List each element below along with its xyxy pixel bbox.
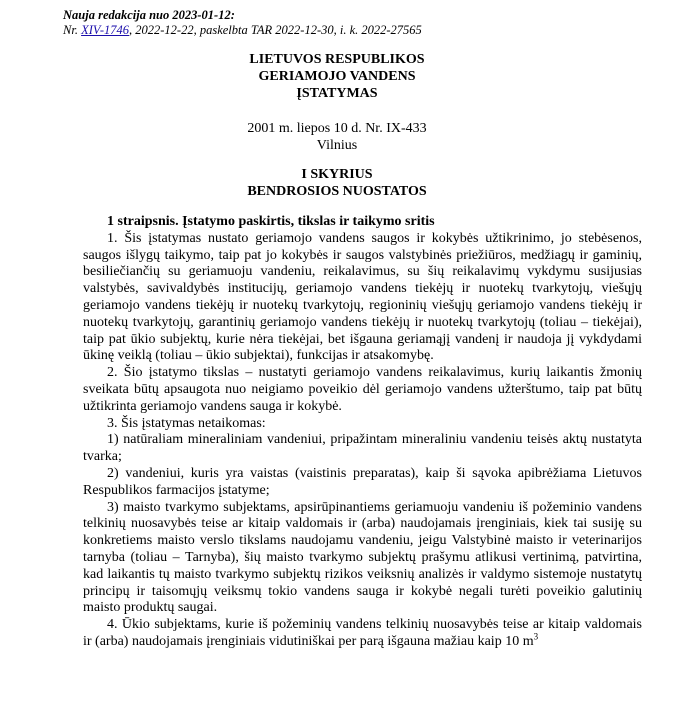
chapter-number: I SKYRIUS: [301, 167, 373, 182]
law-link[interactable]: XIV-1746: [81, 23, 129, 37]
law-title: [0, 51, 674, 102]
chapter-name: BENDROSIOS NUOSTATOS: [247, 184, 427, 199]
paragraph: 1. Šis įstatymas nustato geriamojo vandens saugos ir kokybės užtikrinimo, jo stebėsenos, saugos išlygų taikymo, taip pat jo kokybės ir saugos valstybinės priežiūros, medžiagų ir gaminių, besiliečiančių su geriamuoju vandeniu, reikalavimus, su šių reikalavimų vykdymu susijusias valstybės, savivaldybės institucijų, geriamojo vandens tiekėjų ir nuotekų tvarkytojų, viešųjų geriamojo vandens tiekėjų ir nuotekų tvarkytojų, regioninių viešųjų geriamojo vandens tiekėjų ir nuotekų tvarkytojų, garantinių geriamojo vandens tiekėjų ir nuotekų tvarkytojų (toliau – tiekėjai), taip pat ūkio subjektų, kurie nėra tiekėjai, bet išgauna geriamąjį vandenį ir naudoja jį vykdydami ūkinę veiklą (toliau – ūkio subjektai), funkcijas ir atsakomybę.: [83, 230, 642, 364]
chapter-heading: [0, 166, 674, 200]
nr-rest: , 2022-12-22, paskelbta TAR 2022-12-30, i. k. 2022-27565: [129, 23, 422, 37]
date-number: 2001 m. liepos 10 d. Nr. IX-433: [247, 121, 427, 136]
redaction-note: [63, 8, 422, 38]
paragraph: 2. Šio įstatymo tikslas – nustatyti geriamojo vandens reikalavimus, kurių laikantis žmonių sveikata būtų apsaugota nuo neigiamo poveikio dėl geriamojo vandens užterštumo, taip pat būtų užtikrinta geriamojo vandens sauga ir kokybė.: [83, 365, 642, 414]
nr-prefix: Nr.: [63, 23, 82, 37]
paragraph: 1) natūraliam mineraliniam vandeniui, pripažintam mineraliniu vandeniu teisės aktų nustatyta tvarka;: [83, 432, 642, 465]
paragraph-text: 4. Ūkio subjektams, kurie iš požeminių vandens telkinių nuosavybės teise ar kitaip valdomais ir (arba) naudojamais įrenginiais vidutiniškai per parą išgauna mažiau kaip 10 m: [83, 617, 642, 649]
article-body: [83, 214, 642, 651]
title-line-3: ĮSTATYMAS: [296, 86, 378, 101]
date-place: Vilnius: [316, 138, 358, 153]
paragraph: 2) vandeniui, kuris yra vaistas (vaistinis preparatas), kaip ši sąvoka apibrėžiama Lietuvos Respublikos farmacijos įstatyme;: [83, 465, 642, 498]
paragraph: 3. Šis įstatymas netaikomas:: [107, 415, 266, 431]
redaction-reference: [63, 23, 422, 38]
title-line-1: LIETUVOS RESPUBLIKOS: [249, 52, 425, 67]
paragraph: 3) maisto tvarkymo subjektams, apsirūpinantiems geriamuoju vandeniu iš požeminio vandens telkinių nuosavybės teise ar kitaip valdomais ir (arba) naudojamais įrenginiais, kiek tai susiję su konkretiems maisto verslo tikslams naudojamu vandeniu, jeigu Valstybinė maisto ir veterinarijos tarnyba (toliau – Tarnyba), šių maisto tvarkymo subjektų prašymu atlikusi vertinimą, patvirtina, kad laikantis tų maisto tvarkymo subjektų rizikos veiksnių analizės ir valdymo sistemoje nustatytų principų ir taisomųjų veiksmų tokio vandens sauga ir kokybė negali turėti poveikio galutinių maisto produktų saugai.: [83, 499, 642, 616]
title-line-2: GERIAMOJO VANDENS: [258, 69, 416, 84]
article-heading: 1 straipsnis. Įstatymo paskirtis, tikslas ir taikymo sritis: [107, 214, 435, 229]
superscript: 3: [533, 631, 539, 642]
paragraph: [83, 617, 642, 651]
law-date: [0, 120, 674, 154]
redaction-label: Nauja redakcija nuo 2023-01-12:: [63, 8, 235, 22]
